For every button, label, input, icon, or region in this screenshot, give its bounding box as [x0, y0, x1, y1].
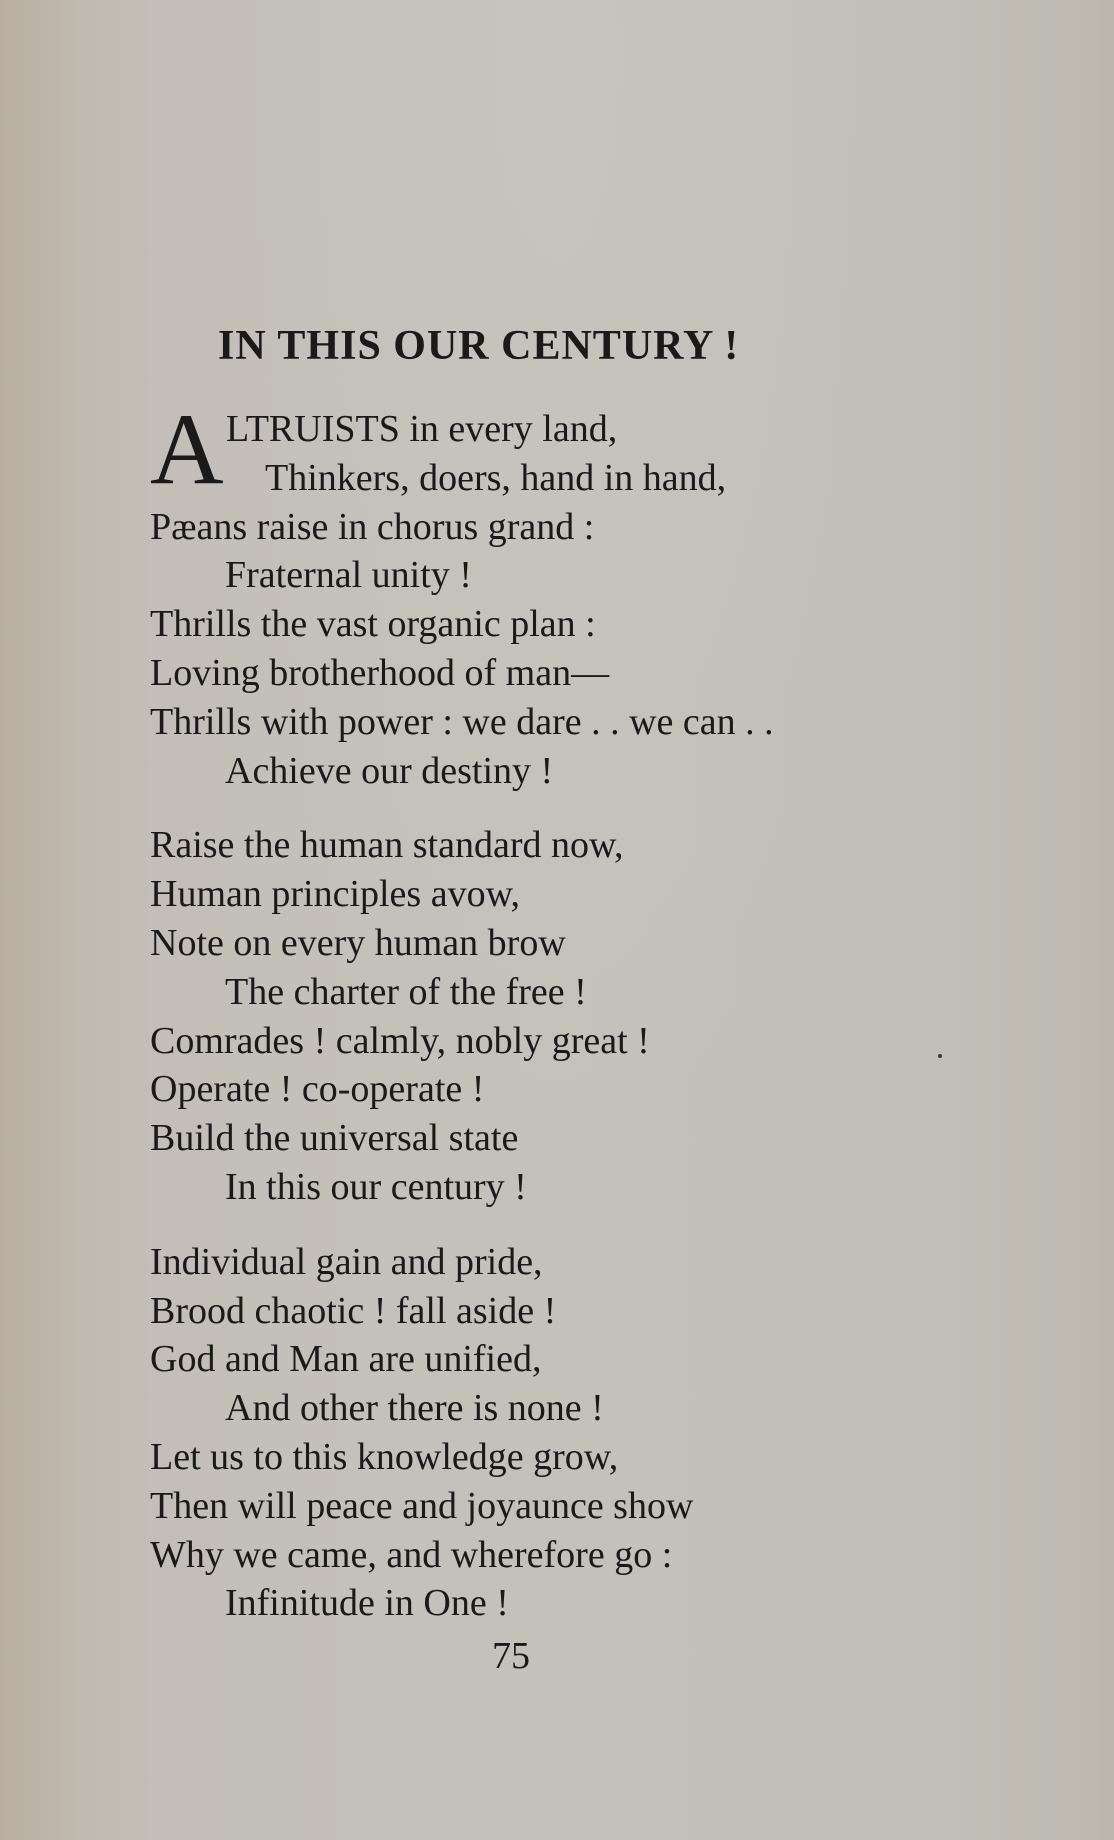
poem-line: Thinkers, doers, hand in hand,: [265, 456, 727, 499]
poem-line: Operate ! co-operate !: [150, 1068, 485, 1111]
poem-line-refrain: The charter of the free !: [225, 970, 587, 1013]
poem-line: Then will peace and joyaunce show: [150, 1484, 694, 1527]
poem-line-refrain: Infinitude in One !: [225, 1582, 509, 1625]
poem-title: IN THIS OUR CENTURY !: [218, 323, 740, 369]
stanza-1: [150, 393, 1040, 795]
poem-line: Raise the human standard now,: [150, 824, 624, 867]
paper-speck: [938, 1054, 942, 1058]
poem-line-text: LTRUISTS in every land,: [226, 408, 618, 450]
poem-line-refrain: And other there is none !: [225, 1387, 604, 1430]
poem-body: [150, 393, 1040, 1654]
poem-line-refrain: Achieve our destiny !: [225, 749, 554, 792]
stanza-2: [150, 821, 1040, 1211]
poem-line: Pæans raise in chorus grand :: [150, 505, 595, 548]
poem-line: Individual gain and pride,: [150, 1240, 543, 1283]
drop-cap: A: [150, 393, 224, 506]
poem-line-refrain: In this our century !: [225, 1165, 527, 1208]
poem-line: Why we came, and wherefore go :: [150, 1533, 673, 1576]
poem-line: Human principles avow,: [150, 873, 521, 916]
poem-line: Build the universal state: [150, 1117, 519, 1160]
page-number: 75: [492, 1635, 530, 1677]
poem-line: Thrills with power : we dare . . we can . .: [150, 700, 774, 743]
stanza-3: [150, 1238, 1040, 1628]
poem-line-refrain: Fraternal unity !: [225, 554, 472, 597]
poem-line: Let us to this knowledge grow,: [150, 1435, 619, 1478]
poem-line: Comrades ! calmly, nobly great !: [150, 1019, 650, 1062]
poem-line: God and Man are unified,: [150, 1338, 542, 1381]
poem-line: Thrills the vast organic plan :: [150, 603, 596, 646]
poem-line: Note on every human brow: [150, 921, 566, 964]
poem-line: Brood chaotic ! fall aside !: [150, 1289, 557, 1332]
poem-line: Loving brotherhood of man—: [150, 651, 610, 694]
